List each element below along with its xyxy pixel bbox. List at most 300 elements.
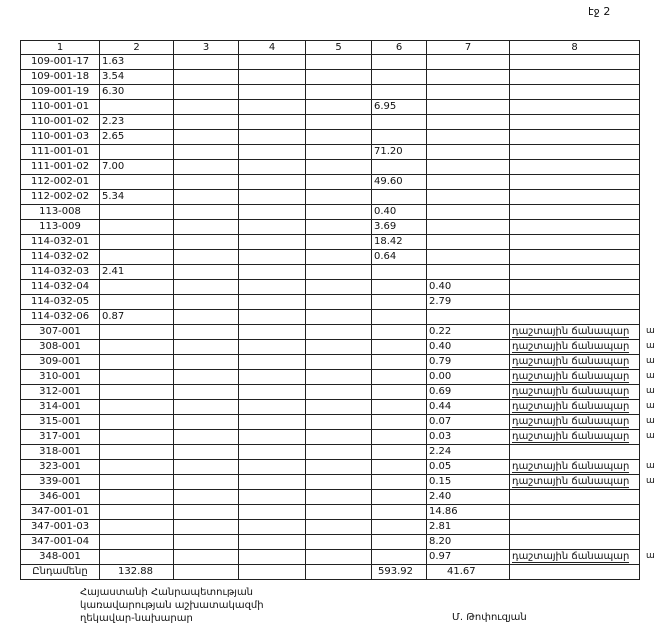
col-header-5: 5: [306, 41, 372, 55]
row-col3: [174, 235, 239, 250]
row-col8: [510, 85, 640, 100]
row-col4: [239, 550, 306, 565]
row-col5: [306, 460, 372, 475]
row-col2: [100, 250, 174, 265]
row-code: 112-002-01: [21, 175, 100, 190]
row-col6: [372, 460, 427, 475]
row-col8: [510, 490, 640, 505]
table-row: [21, 295, 640, 310]
row-col2: [100, 235, 174, 250]
row-code: 348-001: [21, 550, 100, 565]
row-col3: [174, 310, 239, 325]
table-row: [21, 205, 640, 220]
row-col5: [306, 520, 372, 535]
row-col5: [306, 235, 372, 250]
row-col3: [174, 115, 239, 130]
row-code: 114-032-03: [21, 265, 100, 280]
row-col5: [306, 130, 372, 145]
row-col6: [372, 400, 427, 415]
row-col2: [100, 460, 174, 475]
row-col6: 3.69: [372, 220, 427, 235]
row-col3: [174, 415, 239, 430]
row-col4: [239, 475, 306, 490]
row-col5: [306, 550, 372, 565]
row-col2: [100, 505, 174, 520]
row-col7: 0.00: [427, 370, 510, 385]
row-col6: [372, 535, 427, 550]
row-col3: [174, 475, 239, 490]
row-col4: [239, 265, 306, 280]
row-col8: [510, 145, 640, 160]
row-col7: 2.81: [427, 520, 510, 535]
row-col5: [306, 370, 372, 385]
row-code: 315-001: [21, 415, 100, 430]
row-col6: [372, 130, 427, 145]
row-col2: [100, 220, 174, 235]
row-col3: [174, 430, 239, 445]
table-row: [21, 145, 640, 160]
row-col5: [306, 415, 372, 430]
row-col4: [239, 205, 306, 220]
row-col8: [510, 310, 640, 325]
row-col6: [372, 325, 427, 340]
row-col8: [510, 265, 640, 280]
row-col7: [427, 205, 510, 220]
row-col5: [306, 430, 372, 445]
row-code: 114-032-05: [21, 295, 100, 310]
row-col7: 0.07: [427, 415, 510, 430]
row-col3: [174, 130, 239, 145]
row-col3: [174, 85, 239, 100]
row-col4: [239, 85, 306, 100]
row-col6: [372, 160, 427, 175]
row-col8: [510, 115, 640, 130]
row-code: 113-008: [21, 205, 100, 220]
table-row: [21, 415, 640, 430]
row-col5: [306, 205, 372, 220]
row-col8: դաշտային ճանապար: [510, 460, 640, 475]
row-col2: [100, 280, 174, 295]
row-col6: [372, 340, 427, 355]
row-col7: 0.40: [427, 280, 510, 295]
table-row: [21, 370, 640, 385]
row-col5: [306, 385, 372, 400]
table-row: [21, 55, 640, 70]
row-col3: [174, 490, 239, 505]
row-col6: [372, 430, 427, 445]
row-col3: [174, 205, 239, 220]
row-col4: [239, 160, 306, 175]
table-row: [21, 250, 640, 265]
row-col6: [372, 490, 427, 505]
row-col2: 6.30: [100, 85, 174, 100]
row-col4: [239, 535, 306, 550]
col-header-6: 6: [372, 41, 427, 55]
table-row: [21, 445, 640, 460]
row-col2: [100, 520, 174, 535]
row-col6: [372, 520, 427, 535]
row-col6: [372, 280, 427, 295]
row-col7: [427, 145, 510, 160]
row-col6: 0.40: [372, 205, 427, 220]
signature-block: [80, 586, 264, 625]
row-col8: [510, 55, 640, 70]
row-code: 110-001-01: [21, 100, 100, 115]
table-row: [21, 115, 640, 130]
margin-mark: ա: [646, 356, 655, 366]
row-col8: դաշտային ճանապար: [510, 550, 640, 565]
row-col3: [174, 550, 239, 565]
table-row: [21, 535, 640, 550]
row-col2: [100, 325, 174, 340]
total-col2: 132.88: [100, 565, 174, 580]
land-ledger-table: [20, 40, 640, 580]
row-col5: [306, 490, 372, 505]
table-row: [21, 385, 640, 400]
row-col5: [306, 340, 372, 355]
row-col2: 2.65: [100, 130, 174, 145]
row-col8: դաշտային ճանապար: [510, 430, 640, 445]
row-col7: [427, 235, 510, 250]
row-col5: [306, 280, 372, 295]
row-col2: [100, 445, 174, 460]
table-row: [21, 550, 640, 565]
row-col3: [174, 340, 239, 355]
row-col3: [174, 520, 239, 535]
table-row: [21, 280, 640, 295]
table-row: [21, 430, 640, 445]
row-col4: [239, 190, 306, 205]
row-code: 111-001-02: [21, 160, 100, 175]
col-header-4: 4: [239, 41, 306, 55]
row-col8: [510, 505, 640, 520]
row-col7: [427, 250, 510, 265]
row-col7: [427, 70, 510, 85]
table-row: [21, 400, 640, 415]
row-code: 347-001-04: [21, 535, 100, 550]
row-col3: [174, 355, 239, 370]
row-col3: [174, 370, 239, 385]
col-header-8: 8: [510, 41, 640, 55]
row-col7: [427, 310, 510, 325]
row-col5: [306, 220, 372, 235]
row-code: 308-001: [21, 340, 100, 355]
row-col7: [427, 160, 510, 175]
row-col2: [100, 370, 174, 385]
row-col4: [239, 385, 306, 400]
row-col4: [239, 505, 306, 520]
table-row: [21, 460, 640, 475]
row-col3: [174, 535, 239, 550]
row-col2: [100, 355, 174, 370]
ledger-body: [21, 55, 640, 565]
margin-mark: ա: [646, 416, 655, 426]
row-col8: դաշտային ճանապար: [510, 415, 640, 430]
total-label: Ընդամենը: [21, 565, 100, 580]
row-code: 109-001-19: [21, 85, 100, 100]
row-col4: [239, 370, 306, 385]
row-col2: [100, 100, 174, 115]
table-row: [21, 235, 640, 250]
row-col8: դաշտային ճանապար: [510, 340, 640, 355]
row-col2: [100, 295, 174, 310]
row-col6: 18.42: [372, 235, 427, 250]
margin-mark: ա: [646, 326, 655, 336]
row-col7: 0.79: [427, 355, 510, 370]
table-row: [21, 175, 640, 190]
page-number: էջ 2: [588, 5, 611, 18]
row-col7: 0.44: [427, 400, 510, 415]
row-col3: [174, 250, 239, 265]
row-col7: [427, 130, 510, 145]
row-col3: [174, 100, 239, 115]
row-col7: 0.05: [427, 460, 510, 475]
row-col6: [372, 415, 427, 430]
row-col7: 0.40: [427, 340, 510, 355]
row-col4: [239, 325, 306, 340]
row-col7: [427, 190, 510, 205]
table-row: [21, 70, 640, 85]
row-code: 347-001-03: [21, 520, 100, 535]
row-col7: [427, 175, 510, 190]
signer-name: Մ. Թոփուզյան: [452, 612, 527, 623]
row-col2: [100, 385, 174, 400]
row-col8: [510, 130, 640, 145]
table-row: [21, 355, 640, 370]
row-col6: 6.95: [372, 100, 427, 115]
row-col8: [510, 190, 640, 205]
row-col8: [510, 235, 640, 250]
row-col3: [174, 190, 239, 205]
row-col5: [306, 295, 372, 310]
row-col4: [239, 520, 306, 535]
row-code: 114-032-04: [21, 280, 100, 295]
table-row: [21, 340, 640, 355]
margin-mark: ա: [646, 431, 655, 441]
row-col2: 3.54: [100, 70, 174, 85]
row-col6: [372, 265, 427, 280]
row-code: 346-001: [21, 490, 100, 505]
row-code: 323-001: [21, 460, 100, 475]
row-col3: [174, 400, 239, 415]
table-row: [21, 160, 640, 175]
row-col8: [510, 100, 640, 115]
row-col6: [372, 115, 427, 130]
row-code: 112-002-02: [21, 190, 100, 205]
row-col2: [100, 550, 174, 565]
row-col8: դաշտային ճանապար: [510, 475, 640, 490]
row-col8: [510, 175, 640, 190]
row-col2: 5.34: [100, 190, 174, 205]
table-row: [21, 490, 640, 505]
table-row: [21, 220, 640, 235]
footer-line-1: Հայաստանի Հանրապետության: [80, 587, 254, 598]
row-col6: [372, 370, 427, 385]
row-col5: [306, 175, 372, 190]
row-col3: [174, 280, 239, 295]
row-code: 347-001-01: [21, 505, 100, 520]
row-col2: [100, 340, 174, 355]
row-col7: 8.20: [427, 535, 510, 550]
row-col2: 1.63: [100, 55, 174, 70]
row-col8: [510, 280, 640, 295]
row-col6: [372, 385, 427, 400]
row-col3: [174, 445, 239, 460]
row-col6: [372, 190, 427, 205]
row-col3: [174, 175, 239, 190]
row-col2: [100, 430, 174, 445]
row-col4: [239, 55, 306, 70]
row-col5: [306, 355, 372, 370]
row-code: 312-001: [21, 385, 100, 400]
row-col7: 0.03: [427, 430, 510, 445]
table-row: [21, 475, 640, 490]
row-col3: [174, 385, 239, 400]
row-col5: [306, 115, 372, 130]
table-row: [21, 310, 640, 325]
row-col2: [100, 535, 174, 550]
row-col6: [372, 475, 427, 490]
row-col6: [372, 295, 427, 310]
row-col2: 2.23: [100, 115, 174, 130]
col-header-1: 1: [21, 41, 100, 55]
total-col4: [239, 565, 306, 580]
row-col4: [239, 250, 306, 265]
row-col6: [372, 445, 427, 460]
row-col4: [239, 235, 306, 250]
row-col7: 2.79: [427, 295, 510, 310]
row-col3: [174, 70, 239, 85]
row-col2: 7.00: [100, 160, 174, 175]
row-code: 109-001-18: [21, 70, 100, 85]
row-col4: [239, 145, 306, 160]
row-code: 110-001-03: [21, 130, 100, 145]
table-row: [21, 130, 640, 145]
total-col5: [306, 565, 372, 580]
row-code: 309-001: [21, 355, 100, 370]
table-row: [21, 265, 640, 280]
row-col5: [306, 55, 372, 70]
row-code: 310-001: [21, 370, 100, 385]
row-col8: դաշտային ճանապար: [510, 355, 640, 370]
table-row: [21, 325, 640, 340]
row-col4: [239, 430, 306, 445]
total-col7: 41.67: [427, 565, 510, 580]
total-col6: 593.92: [372, 565, 427, 580]
row-col8: դաշտային ճանապար: [510, 325, 640, 340]
row-col7: 0.69: [427, 385, 510, 400]
total-col8: [510, 565, 640, 580]
row-col4: [239, 295, 306, 310]
margin-mark: ա: [646, 386, 655, 396]
table-row: [21, 520, 640, 535]
row-col3: [174, 505, 239, 520]
row-col3: [174, 160, 239, 175]
row-col4: [239, 70, 306, 85]
row-col2: [100, 400, 174, 415]
row-col2: [100, 475, 174, 490]
row-col5: [306, 145, 372, 160]
row-col7: 2.40: [427, 490, 510, 505]
row-col7: 14.86: [427, 505, 510, 520]
row-col6: [372, 550, 427, 565]
row-code: 314-001: [21, 400, 100, 415]
row-col2: 2.41: [100, 265, 174, 280]
row-col5: [306, 85, 372, 100]
row-code: 318-001: [21, 445, 100, 460]
row-col4: [239, 355, 306, 370]
row-col7: 0.97: [427, 550, 510, 565]
row-col7: [427, 55, 510, 70]
row-code: 114-032-06: [21, 310, 100, 325]
row-code: 307-001: [21, 325, 100, 340]
row-col4: [239, 220, 306, 235]
row-col4: [239, 340, 306, 355]
row-col3: [174, 55, 239, 70]
row-code: 111-001-01: [21, 145, 100, 160]
row-col6: [372, 70, 427, 85]
row-col5: [306, 325, 372, 340]
row-col6: [372, 355, 427, 370]
row-col5: [306, 190, 372, 205]
row-col8: դաշտային ճանապար: [510, 370, 640, 385]
col-header-7: 7: [427, 41, 510, 55]
row-col4: [239, 100, 306, 115]
margin-mark: ա: [646, 551, 655, 561]
row-code: 110-001-02: [21, 115, 100, 130]
row-col5: [306, 400, 372, 415]
row-col7: [427, 100, 510, 115]
row-col5: [306, 250, 372, 265]
table-row: [21, 505, 640, 520]
row-col6: [372, 505, 427, 520]
row-col4: [239, 175, 306, 190]
row-col6: [372, 310, 427, 325]
row-col6: 0.64: [372, 250, 427, 265]
row-col4: [239, 280, 306, 295]
row-col4: [239, 445, 306, 460]
row-col8: [510, 535, 640, 550]
row-col7: [427, 115, 510, 130]
row-col3: [174, 265, 239, 280]
total-col3: [174, 565, 239, 580]
row-col4: [239, 310, 306, 325]
row-col4: [239, 400, 306, 415]
row-col7: [427, 265, 510, 280]
row-col2: [100, 205, 174, 220]
margin-mark: ա: [646, 341, 655, 351]
col-header-3: 3: [174, 41, 239, 55]
row-col8: [510, 295, 640, 310]
footer-line-3: ղեկավար-նախարար: [80, 613, 193, 624]
row-col7: 2.24: [427, 445, 510, 460]
row-col4: [239, 115, 306, 130]
table-row: [21, 190, 640, 205]
margin-mark: ա: [646, 401, 655, 411]
row-col8: [510, 220, 640, 235]
row-col6: 49.60: [372, 175, 427, 190]
row-col5: [306, 100, 372, 115]
row-col2: [100, 490, 174, 505]
row-col4: [239, 415, 306, 430]
row-col8: [510, 205, 640, 220]
row-col4: [239, 130, 306, 145]
margin-mark: ա: [646, 476, 655, 486]
header-row: [21, 41, 640, 55]
row-col3: [174, 145, 239, 160]
row-col3: [174, 460, 239, 475]
row-col5: [306, 310, 372, 325]
